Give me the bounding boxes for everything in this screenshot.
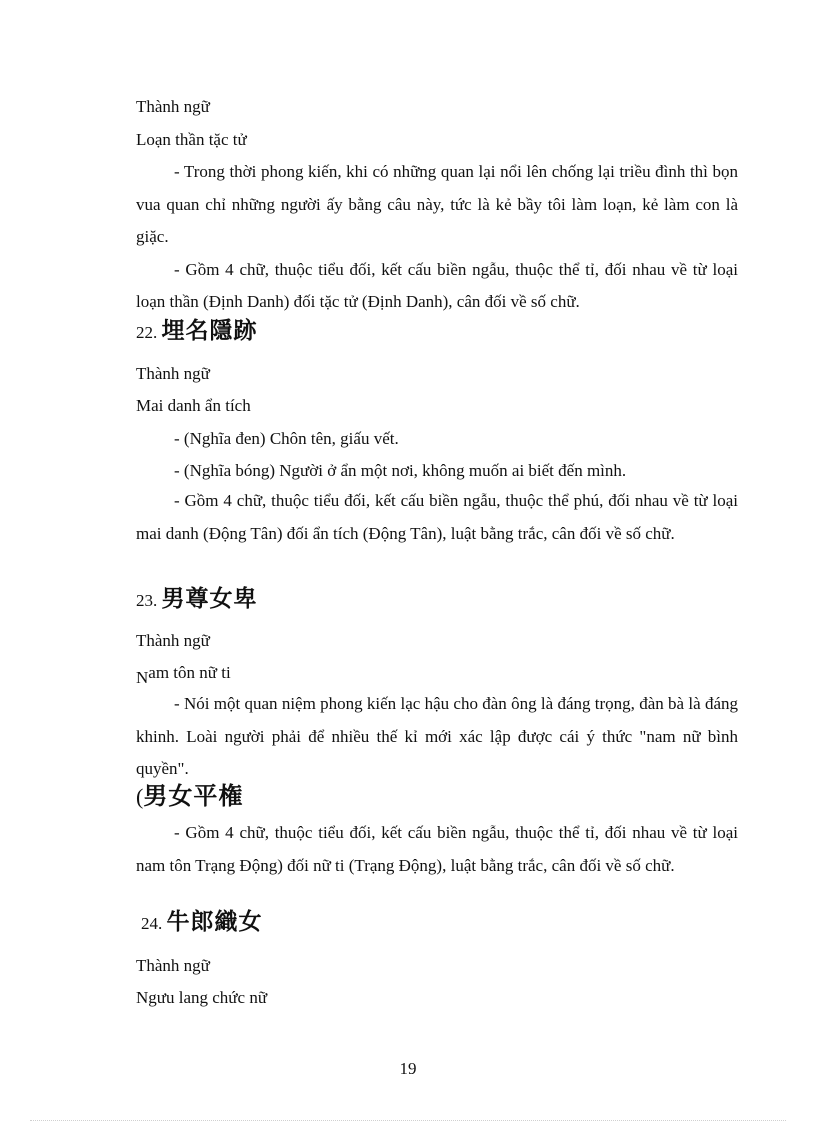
explanation-paragraph: - Gồm 4 chữ, thuộc tiểu đối, kết cấu biền ngẫu, thuộc thể phú, đối nhau về từ loại mai danh (Động Tân) đối ẩn tích (Động Tân), luật bằng trắc, cân đối về số chữ.	[136, 491, 738, 543]
han-characters: 男尊女卑	[161, 586, 258, 612]
aside-han-note	[136, 784, 243, 808]
entry-label: Thành ngữ	[136, 97, 210, 116]
entry-number: 24.	[141, 914, 163, 933]
entry-explanation	[136, 688, 738, 786]
explanation-paragraph: - Trong thời phong kiến, khi có những quan lại nổi lên chống lại triều đình thì bọn vua quan chỉ những người ấy bằng câu này, tức là kẻ bầy tôi làm loạn, kẻ làm con là giặc.	[136, 162, 738, 246]
reading-rest: am tôn nữ ti	[148, 663, 231, 682]
explanation-paragraph: - Gồm 4 chữ, thuộc tiểu đối, kết cấu biền ngẫu, thuộc thể tỉ, đối nhau về từ loại nam tôn Trạng Động) đối nữ ti (Trạng Động), luật bằng trắc, cân đối về số chữ.	[136, 823, 738, 875]
entry-explanation	[136, 817, 738, 882]
entry-label: Thành ngữ	[136, 631, 210, 650]
entry-number: 22.	[136, 323, 158, 342]
entry-explanation	[136, 156, 738, 319]
meaning-figurative: - (Nghĩa bóng) Người ở ẩn một nơi, không muốn ai biết đến mình.	[174, 461, 627, 480]
entry-reading	[136, 663, 231, 687]
entry-heading-22	[136, 320, 258, 343]
entry-reading: Mai danh ẩn tích	[136, 396, 251, 415]
entry-explanation	[136, 485, 738, 550]
entry-heading-23	[136, 588, 258, 611]
han-characters: 牛郎織女	[166, 909, 263, 935]
explanation-paragraph: - Gồm 4 chữ, thuộc tiểu đối, kết cấu biền ngẫu, thuộc thể tỉ, đối nhau về từ loại loạn thần (Định Danh) đối tặc tử (Định Danh), cân đối về số chữ.	[136, 259, 738, 311]
han-characters: 男女平権	[143, 782, 244, 810]
entry-label: Thành ngữ	[136, 956, 210, 975]
entry-reading: Loạn thần tặc tử	[136, 130, 247, 149]
entry-label: Thành ngữ	[136, 364, 210, 383]
entry-heading-24	[141, 911, 263, 934]
page-number: 19	[399, 1059, 417, 1078]
meaning-literal: - (Nghĩa đen) Chôn tên, giấu vết.	[174, 429, 399, 448]
han-characters: 埋名隱跡	[161, 318, 258, 344]
aside-paren: (	[136, 784, 144, 809]
entry-reading: Ngưu lang chức nữ	[136, 988, 268, 1007]
explanation-paragraph: - Nói một quan niệm phong kiến lạc hậu cho đàn ông là đáng trọng, đàn bà là đáng khinh. Loài người phải để nhiều thế kỉ mới xác lập được cái ý thức "nam nữ bình quyền".	[136, 694, 738, 778]
entry-number: 23.	[136, 591, 158, 610]
reading-initial: N	[136, 668, 149, 687]
page-bottom-divider	[30, 1120, 786, 1121]
